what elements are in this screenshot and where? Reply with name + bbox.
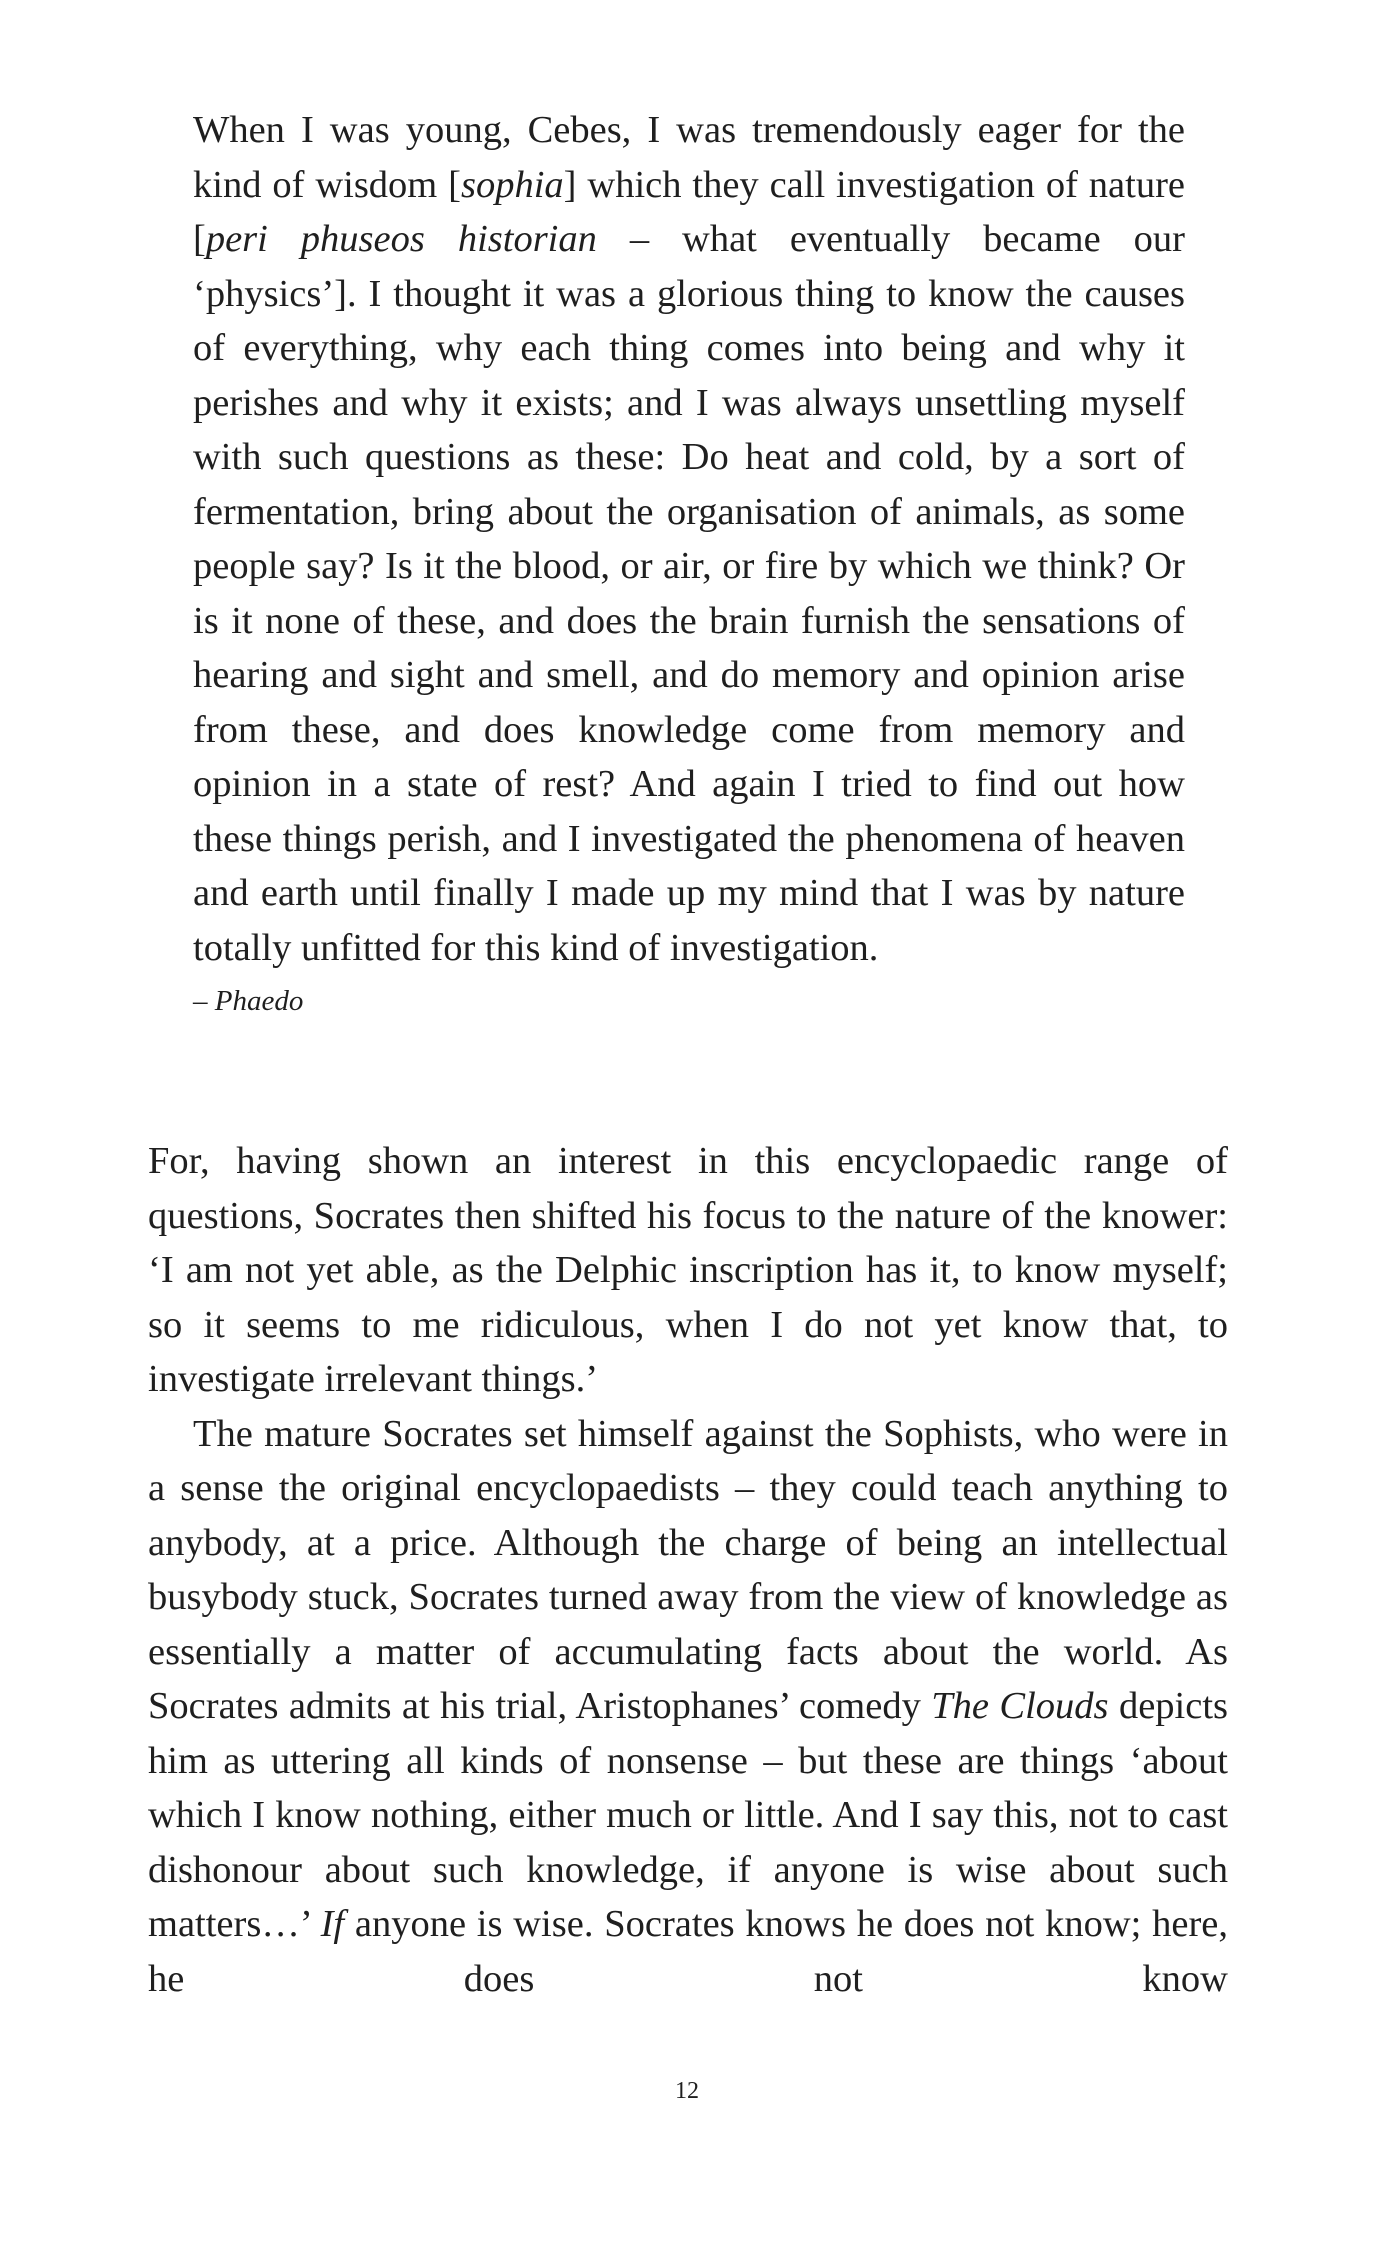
paragraph-segment: anyone is wise. Socrates knows he does not know; here, he does not know [148, 1903, 1228, 2000]
paragraph-segment: For, having shown an interest in this encyclopaedic range of questions, Socrates then shifted his focus to the nature of the knower: ‘I am not yet able, as the Delphic inscription has it, to know myself; so it seems to me ridiculous, when I do not yet know that, to investigate irrelevant things.’ [148, 1140, 1228, 1400]
quote-segment: ] which they call investigation of nature [ [193, 163, 1185, 260]
paragraph-segment: depicts him as uttering all kinds of nonsense – but these are things ‘about which I know nothing, either much or little. And I say this, not to cast dishonour about such knowledge, if anyone is wise about such matters…’ [148, 1685, 1229, 1945]
quote-term-greek-phrase: peri phuseos historian [205, 218, 597, 260]
paragraph-segment: The mature Socrates set himself against the Sophists, who were in a sense the original encyclopaedists – they could teach anything to anybody, at a price. Although the charge of being an intellectual busybody stuck, Socrates turned away from the view of knowledge as essentially a matter of accumulating facts about the world. As Socrates admits at his trial, Aristophanes’ comedy [148, 1412, 1228, 1727]
quote-segment: – what eventually became our ‘physics’]. I thought it was a glorious thing to know the causes of everything, why each thing comes into being and why it perishes and why it exists; and I was always unsettling myself with such questions as these: Do heat and cold, by a sort of fermentation, bring about the organisation of animals, as some people say? Is it the blood, or air, or fire by which we think? Or is it none of these, and does the brain furnish the sensations of hearing and sight and smell, and do memory and opinion arise from these, and does knowledge come from memory and opinion in a state of rest? And again I tried to find out how these things perish, and I investigated the phenomena of heaven and earth until finally I made up my mind that I was by nature totally unfitted for this kind of investigation. [193, 218, 1185, 969]
paragraph-1 [148, 1134, 1228, 1407]
block-quote [193, 103, 1185, 1021]
quote-text [193, 103, 1185, 975]
quote-segment: When I was young, Cebes, I was tremendously eager for the kind of wisdom [ [193, 109, 1185, 206]
quote-attribution: – Phaedo [193, 985, 304, 1017]
body-text [148, 1134, 1228, 2006]
emphasis-if: If [320, 1903, 345, 1945]
quote-term-sophia: sophia [460, 163, 564, 206]
paragraph-2 [148, 1407, 1228, 2007]
work-title: The Clouds [931, 1685, 1109, 1727]
page-number: 12 [675, 2078, 699, 2104]
